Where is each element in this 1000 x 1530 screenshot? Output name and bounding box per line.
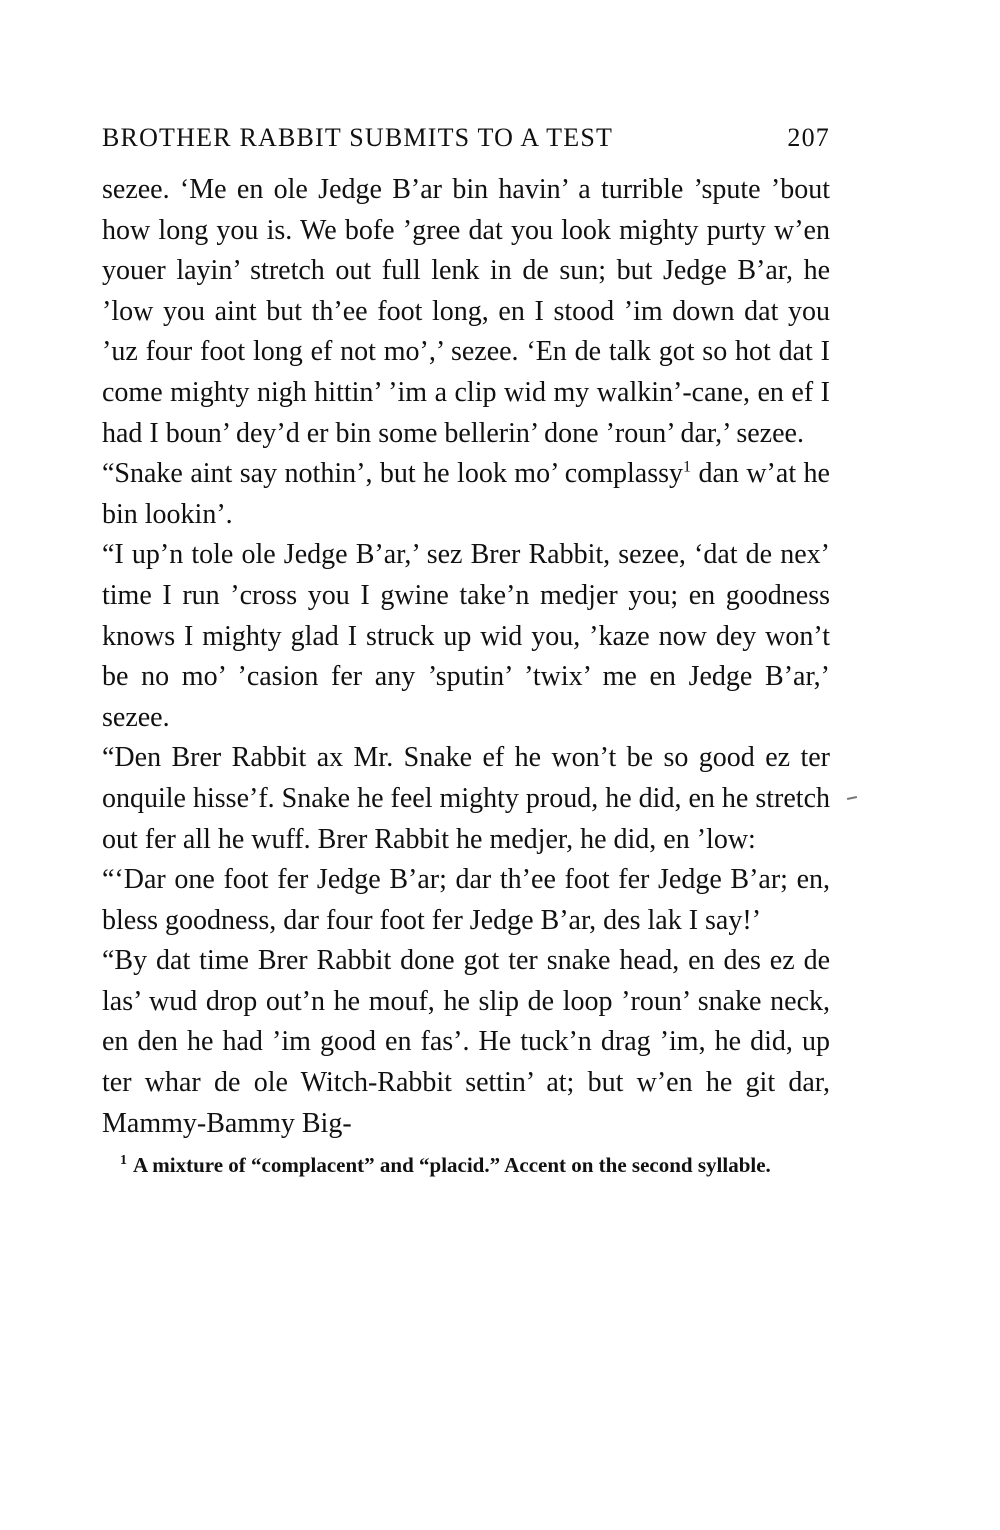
paragraph-text: “Snake aint say nothin’, but he look mo’ complassy <box>102 458 683 490</box>
footnote-number: 1 <box>120 1153 127 1169</box>
paragraph: “Den Brer Rabbit ax Mr. Snake ef he won’t be so good ez ter onquile hisse’f. Snake he feel mighty proud, he did, en he stretch out fer all he wuff. Brer Rabbit he medjer, he did, en ’low: <box>102 742 830 855</box>
footnote <box>102 1150 830 1180</box>
running-head-title: BROTHER RABBIT SUBMITS TO A TEST <box>102 123 614 152</box>
paragraph: sezee. ‘Me en ole Jedge B’ar bin havin’ a turrible ’spute ’bout how long you is. We bofe ’gree dat you look mighty purty w’en youer layin’ stretch out full lenk in de sun; but Jedge B’ar, he ’low you aint but th’ee foot long, en I stood ’im down dat you ’uz four foot long ef not mo’,’ sezee. ‘En de talk got so hot dat I come mighty nigh hittin’ ’im a clip wid my walkin’-cane, en ef I had I boun’ dey’d er bin some bellerin’ done ’roun’ dar,’ sezee. <box>102 174 830 449</box>
paragraph: “I up’n tole ole Jedge B’ar,’ sez Brer Rabbit, sezee, ‘dat de nex’ time I run ’cross you I gwine take’n medjer you; en goodness knows I mighty glad I struck up wid you, ’kaze now dey won’t be no mo’ ’casion fer any ’sputin’ ’twix’ me en Jedge B’ar,’ sezee. <box>102 539 830 733</box>
page-number: 207 <box>787 123 830 152</box>
body-text <box>102 170 830 1144</box>
footnote-reference: 1 <box>682 458 691 476</box>
footnote-text: A mixture of “complacent” and “placid.” Accent on the second syllable. <box>133 1153 771 1178</box>
paragraph-with-note <box>102 454 830 535</box>
paragraph: “‘Dar one foot fer Jedge B’ar; dar th’ee foot fer Jedge B’ar; en, bless goodness, dar four foot fer Jedge B’ar, des lak I say!’ <box>102 864 830 936</box>
paragraph-text: dan w’at he bin lookin’. <box>102 458 830 530</box>
running-head <box>102 118 830 158</box>
book-page <box>102 118 830 1180</box>
paragraph: “By dat time Brer Rabbit done got ter snake head, en des ez de las’ wud drop out’n he mouf, he slip de loop ’roun’ snake neck, en den he had ’im good en fas’. He tuck’n drag ’im, he did, up ter whar de ole Witch-Rabbit settin’ at; but w’en he git dar, Mammy-Bammy Big- <box>102 945 830 1139</box>
margin-mark <box>847 796 857 800</box>
